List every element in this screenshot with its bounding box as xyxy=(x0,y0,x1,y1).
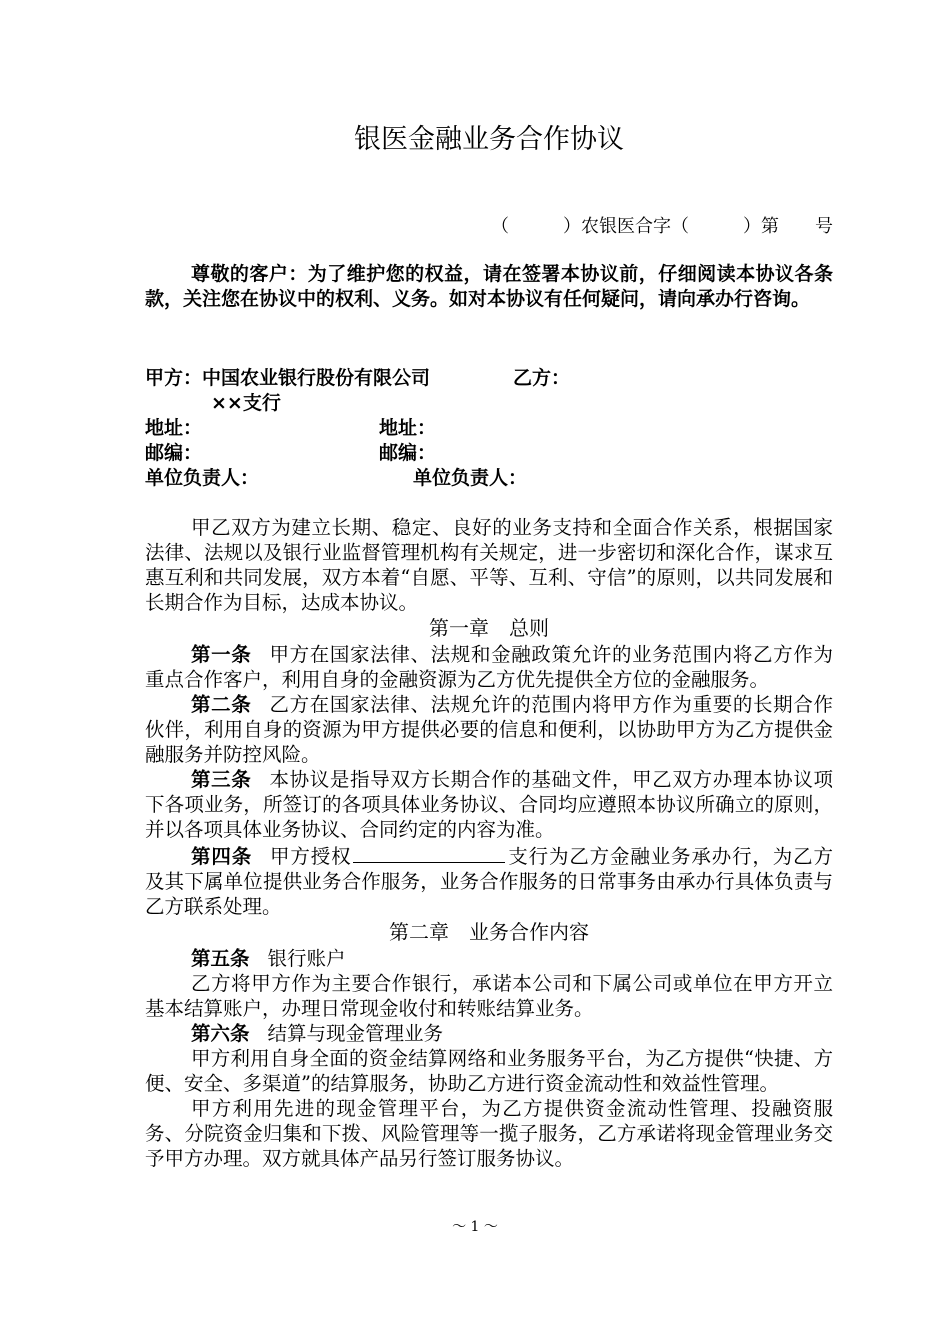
article-6-heading xyxy=(145,1021,833,1046)
article-3-text: 本协议是指导双方长期合作的基础文件，甲乙双方办理本协议项下各项业务，所签订的各项具体业务协议、合同均应遵照本协议所确立的原则，并以各项具体业务协议、合同约定的内容为准。 xyxy=(145,768,833,841)
address-a: 地址： xyxy=(145,417,203,439)
address-b: 地址： xyxy=(379,417,437,439)
article-2 xyxy=(145,692,833,767)
article-3-label: 第三条 xyxy=(191,768,252,791)
chapter-2-heading: 第二章 业务合作内容 xyxy=(389,920,589,944)
agreement-body xyxy=(145,515,833,1171)
article-5-label: 第五条 xyxy=(191,947,250,970)
article-4-label: 第四条 xyxy=(191,845,253,868)
article-6-title: 结算与现金管理业务 xyxy=(267,1022,444,1045)
article-1-label: 第一条 xyxy=(191,643,252,666)
article-4-text-before: 甲方授权 xyxy=(270,845,352,868)
customer-notice: 尊敬的客户：为了维护您的权益，请在签署本协议前，仔细阅读本协议各条款，关注您在协议中的权利、义务。如对本协议有任何疑问，请向承办行咨询。 xyxy=(145,263,833,310)
document-number: （ ）农银医合字（ ）第 号 xyxy=(491,216,833,237)
article-4-text-after: 支行为乙方金融业务承办行，为乙方及其下属单位提供业务合作服务，业务合作服务的日常事务由承办行具体负责与乙方联系处理。 xyxy=(145,845,833,918)
document-title: 银医金融业务合作协议 xyxy=(354,124,624,155)
article-5-heading xyxy=(145,946,833,971)
article-5-text: 乙方将甲方作为主要合作银行，承诺本公司和下属公司或单位在甲方开立基本结算账户，办理日常现金收付和转账结算业务。 xyxy=(145,972,833,1020)
leader-a: 单位负责人： xyxy=(145,467,260,489)
article-1 xyxy=(145,642,833,692)
party-a: 甲方：中国农业银行股份有限公司 xyxy=(145,367,431,389)
party-a-branch: ××支行 xyxy=(211,392,281,414)
leader-b: 单位负责人： xyxy=(413,467,528,489)
article-2-text: 乙方在国家法律、法规允许的范围内将甲方作为重要的长期合作伙伴，利用自身的资源为甲方提供必要的信息和便利，以协助甲方为乙方提供金融服务并防控风险。 xyxy=(145,693,833,766)
article-6-text-2: 甲方利用先进的现金管理平台，为乙方提供资金流动性管理、投融资服务、分院资金归集和下拨、风险管理等一揽子服务，乙方承诺将现金管理业务交予甲方办理。双方就具体产品另行签订服务协议。 xyxy=(145,1097,833,1170)
chapter-1-heading: 第一章 总则 xyxy=(429,616,549,640)
postcode-b: 邮编： xyxy=(379,442,437,464)
parties-block xyxy=(145,366,833,491)
article-3 xyxy=(145,767,833,842)
intro-paragraph: 甲乙双方为建立长期、稳定、良好的业务支持和全面合作关系，根据国家法律、法规以及银行业监督管理机构有关规定，进一步密切和深化合作，谋求互惠互利和共同发展，双方本着“自愿、平等、互利、守信”的原则，以共同发展和长期合作为目标，达成本协议。 xyxy=(145,516,833,614)
article-1-text: 甲方在国家法律、法规和金融政策允许的业务范围内将乙方作为重点合作客户，利用自身的金融资源为乙方优先提供全方位的金融服务。 xyxy=(145,643,833,691)
article-6-label: 第六条 xyxy=(191,1022,250,1045)
article-2-label: 第二条 xyxy=(191,693,252,716)
branch-name-blank xyxy=(353,842,505,863)
postcode-a: 邮编： xyxy=(145,442,203,464)
article-4 xyxy=(145,842,833,919)
article-6-text-1: 甲方利用自身全面的资金结算网络和业务服务平台，为乙方提供“快捷、方便、安全、多渠道”的结算服务，协助乙方进行资金流动性和效益性管理。 xyxy=(145,1047,833,1095)
article-5-title: 银行账户 xyxy=(267,947,346,970)
party-b: 乙方： xyxy=(513,367,571,389)
page-number: ～ 1 ～ xyxy=(452,1219,498,1235)
